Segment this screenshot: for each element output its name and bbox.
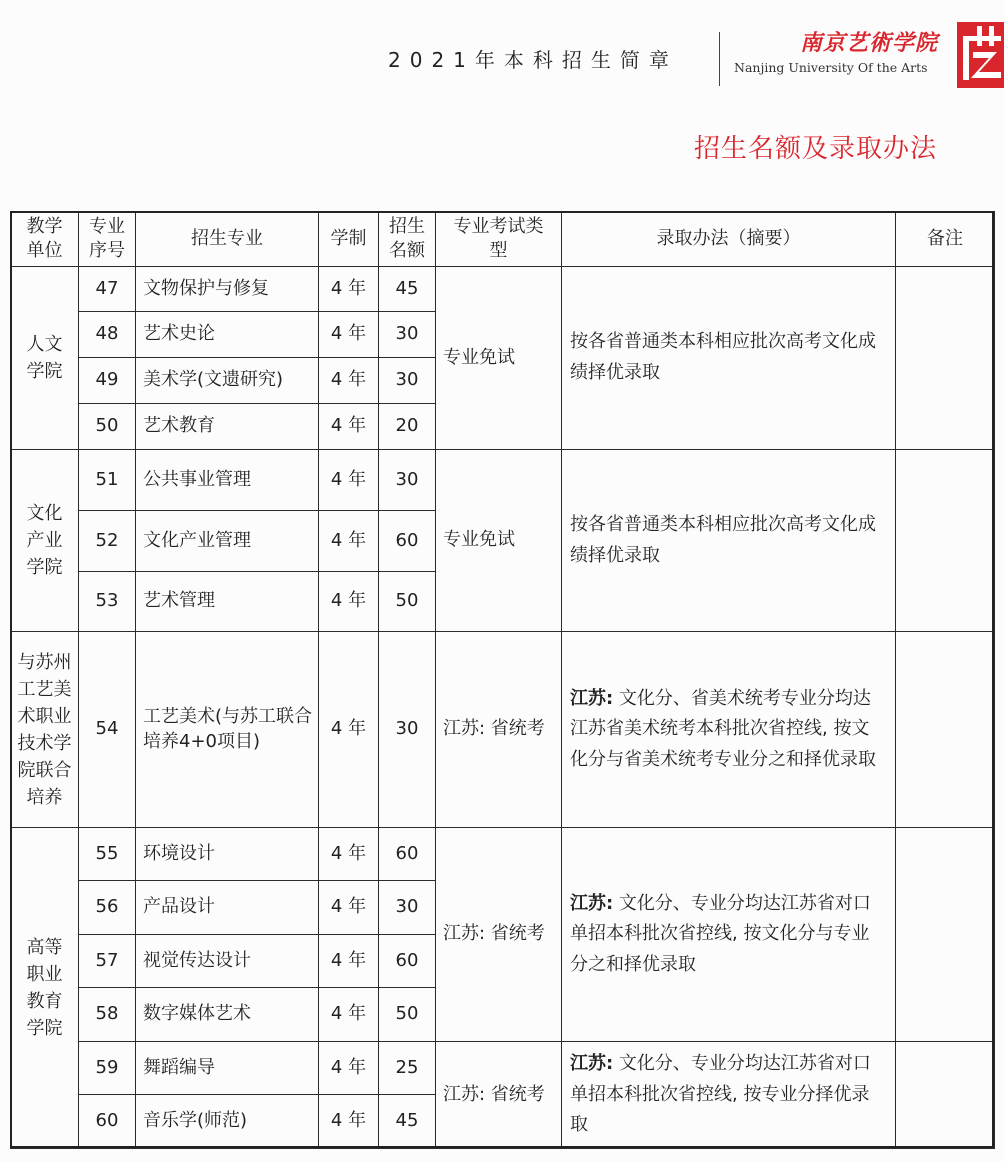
row-years (318, 357, 379, 404)
row-major-text: 艺术史论 (143, 323, 215, 345)
row-no (78, 1041, 136, 1095)
row-quota (378, 987, 436, 1042)
row-years (318, 631, 379, 828)
row-quota-text: 50 (395, 1003, 419, 1025)
exam-type-cell-text: 专业免试 (443, 529, 515, 551)
row-major (135, 311, 319, 358)
row-major-text: 舞蹈编导 (143, 1056, 215, 1078)
method-cell (561, 631, 896, 828)
row-years-text: 4 年 (330, 323, 367, 345)
row-no (78, 357, 136, 404)
unit-cell (10, 266, 79, 450)
row-years (318, 827, 379, 881)
row-major-text: 数字媒体艺术 (143, 1003, 251, 1025)
row-no-text: 58 (95, 1003, 119, 1025)
row-major (135, 880, 319, 935)
row-no-text: 59 (95, 1056, 119, 1078)
method-body: 文化分、专业分均达江苏省对口单招本科批次省控线, 按文化分与专业分之和择优录取 (570, 892, 871, 975)
header-quota-text: 招生名额 (389, 215, 425, 261)
row-quota-text: 30 (395, 468, 419, 490)
row-quota-text: 45 (395, 1110, 419, 1132)
row-no-text: 53 (95, 590, 119, 612)
row-quota-text: 50 (395, 590, 419, 612)
row-major (135, 1041, 319, 1095)
row-major-text: 文化产业管理 (143, 529, 251, 551)
row-quota (378, 1041, 436, 1095)
row-years-text: 4 年 (330, 1056, 367, 1078)
row-no (78, 311, 136, 358)
method-province: 江苏: (570, 687, 614, 709)
row-years-text: 4 年 (330, 896, 367, 918)
unit-cell (10, 449, 79, 632)
row-no-text: 55 (95, 842, 119, 864)
row-major-text: 公共事业管理 (143, 468, 251, 490)
row-years (318, 571, 379, 632)
row-quota-text: 60 (395, 842, 419, 864)
method-cell (561, 266, 896, 450)
exam-type-cell-text: 江苏: 省统考 (443, 1083, 545, 1105)
header-years (318, 211, 379, 267)
row-years (318, 1094, 379, 1149)
row-no (78, 631, 136, 828)
row-quota (378, 403, 436, 450)
row-years-text: 4 年 (330, 590, 367, 612)
row-no (78, 934, 136, 988)
row-quota (378, 631, 436, 828)
row-quota (378, 357, 436, 404)
unit-cell (10, 827, 79, 1149)
unit-name-text: 人文学院 (26, 334, 63, 382)
row-major (135, 827, 319, 881)
row-years-text: 4 年 (330, 277, 367, 299)
method-text (570, 684, 887, 776)
row-no-text: 49 (95, 369, 119, 391)
unit-name-text: 文化产业学院 (26, 503, 63, 578)
header-note (895, 211, 995, 267)
row-quota (378, 880, 436, 935)
header-unit-text: 教学单位 (26, 215, 63, 261)
row-quota (378, 571, 436, 632)
row-major-text: 艺术管理 (143, 590, 215, 612)
header-exam-type (435, 211, 562, 267)
row-no-text: 54 (95, 718, 119, 740)
header-method-text: 录取办法（摘要） (656, 227, 801, 249)
method-province: 江苏: (570, 1053, 614, 1075)
header-no (78, 211, 136, 267)
row-major (135, 1094, 319, 1149)
row-major-text: 音乐学(师范) (143, 1110, 248, 1132)
row-no (78, 987, 136, 1042)
row-major (135, 987, 319, 1042)
note-cell (895, 1041, 995, 1149)
row-major (135, 403, 319, 450)
row-major (135, 266, 319, 312)
row-major (135, 449, 319, 511)
row-no (78, 1094, 136, 1149)
section-title: 招生名额及录取办法 (694, 134, 938, 164)
exam-type-cell (435, 631, 562, 828)
method-body: 文化分、省美术统考专业分均达江苏省美术统考本科批次省控线, 按文化分与省美术统考专业分之和择优录取 (570, 687, 876, 770)
note-cell (895, 266, 995, 450)
row-years (318, 403, 379, 450)
header-unit (10, 211, 79, 267)
unit-cell (10, 631, 79, 828)
row-quota (378, 934, 436, 988)
row-major (135, 631, 319, 828)
method-cell (561, 1041, 896, 1149)
row-years-text: 4 年 (330, 529, 367, 551)
university-name-cn: 南京艺術学院 (800, 30, 939, 56)
row-quota (378, 510, 436, 572)
row-major-text: 产品设计 (143, 896, 215, 918)
row-years-text: 4 年 (330, 1003, 367, 1025)
row-major-text: 艺术教育 (143, 415, 215, 437)
row-no-text: 56 (95, 896, 119, 918)
row-years (318, 449, 379, 511)
exam-type-cell (435, 1041, 562, 1149)
university-logo-icon (957, 22, 1004, 88)
exam-type-cell-text: 专业免试 (443, 346, 515, 368)
note-cell (895, 631, 995, 828)
row-major-text: 环境设计 (143, 842, 215, 864)
row-no (78, 827, 136, 881)
method-body: 按各省普通类本科相应批次高考文化成绩择优录取 (570, 331, 876, 383)
header-method (561, 211, 896, 267)
row-years-text: 4 年 (330, 369, 367, 391)
row-major-text: 视觉传达设计 (143, 949, 251, 971)
row-quota (378, 827, 436, 881)
row-years-text: 4 年 (330, 468, 367, 490)
row-years-text: 4 年 (330, 842, 367, 864)
method-text (570, 1049, 887, 1141)
header-major-text: 招生专业 (191, 227, 263, 249)
row-quota-text: 30 (395, 718, 419, 740)
row-no-text: 47 (95, 277, 119, 299)
header-years-text: 学制 (330, 227, 367, 249)
row-years (318, 987, 379, 1042)
method-body: 文化分、专业分均达江苏省对口单招本科批次省控线, 按专业分择优录取 (570, 1053, 871, 1136)
method-text (570, 327, 887, 388)
row-no (78, 449, 136, 511)
row-no-text: 50 (95, 415, 119, 437)
row-no-text: 51 (95, 468, 119, 490)
method-cell (561, 827, 896, 1042)
row-years-text: 4 年 (330, 949, 367, 971)
header-note-text: 备注 (927, 227, 963, 249)
row-years (318, 266, 379, 312)
method-cell (561, 449, 896, 632)
university-name-en: Nanjing University Of the Arts (734, 60, 928, 75)
unit-name-text: 高等职业教育学院 (26, 937, 63, 1039)
exam-type-cell-text: 江苏: 省统考 (443, 718, 545, 740)
row-years (318, 510, 379, 572)
note-cell (895, 827, 995, 1042)
exam-type-cell (435, 449, 562, 632)
note-cell (895, 449, 995, 632)
row-quota-text: 30 (395, 323, 419, 345)
row-years-text: 4 年 (330, 1110, 367, 1132)
row-years (318, 934, 379, 988)
header-major (135, 211, 319, 267)
header-title: 2021年本科招生简章 (388, 48, 678, 72)
row-years-text: 4 年 (330, 415, 367, 437)
header-exam-type-text: 专业考试类型 (453, 215, 544, 261)
row-no-text: 60 (95, 1110, 119, 1132)
row-quota-text: 45 (395, 277, 419, 299)
row-quota-text: 25 (395, 1056, 419, 1078)
row-quota-text: 20 (395, 415, 419, 437)
row-quota (378, 311, 436, 358)
row-no (78, 510, 136, 572)
row-years-text: 4 年 (330, 718, 367, 740)
row-no-text: 57 (95, 949, 119, 971)
row-no-text: 48 (95, 323, 119, 345)
row-no (78, 571, 136, 632)
row-quota-text: 60 (395, 949, 419, 971)
row-major-text: 工艺美术(与苏工联合培养4+0项目) (143, 706, 313, 752)
method-text (570, 889, 887, 981)
row-no (78, 403, 136, 450)
row-major (135, 510, 319, 572)
row-major (135, 357, 319, 404)
header-no-text: 专业序号 (89, 215, 125, 261)
row-quota (378, 266, 436, 312)
row-years (318, 880, 379, 935)
row-years (318, 1041, 379, 1095)
row-quota (378, 449, 436, 511)
method-body: 按各省普通类本科相应批次高考文化成绩择优录取 (570, 513, 876, 566)
row-major-text: 文物保护与修复 (143, 277, 269, 299)
row-major (135, 571, 319, 632)
row-quota-text: 30 (395, 369, 419, 391)
unit-name-text: 与苏州工艺美术职业技术学院联合培养 (17, 651, 72, 808)
row-no (78, 266, 136, 312)
row-major-text: 美术学(文遗研究) (143, 369, 284, 391)
row-quota-text: 60 (395, 529, 419, 551)
exam-type-cell-text: 江苏: 省统考 (443, 923, 545, 945)
header-divider (719, 32, 720, 86)
method-province: 江苏: (570, 892, 614, 914)
method-text (570, 510, 887, 571)
exam-type-cell (435, 266, 562, 450)
row-years (318, 311, 379, 358)
row-no (78, 880, 136, 935)
row-no-text: 52 (95, 529, 119, 551)
row-quota (378, 1094, 436, 1149)
row-quota-text: 30 (395, 896, 419, 918)
exam-type-cell (435, 827, 562, 1042)
header-quota (378, 211, 436, 267)
row-major (135, 934, 319, 988)
